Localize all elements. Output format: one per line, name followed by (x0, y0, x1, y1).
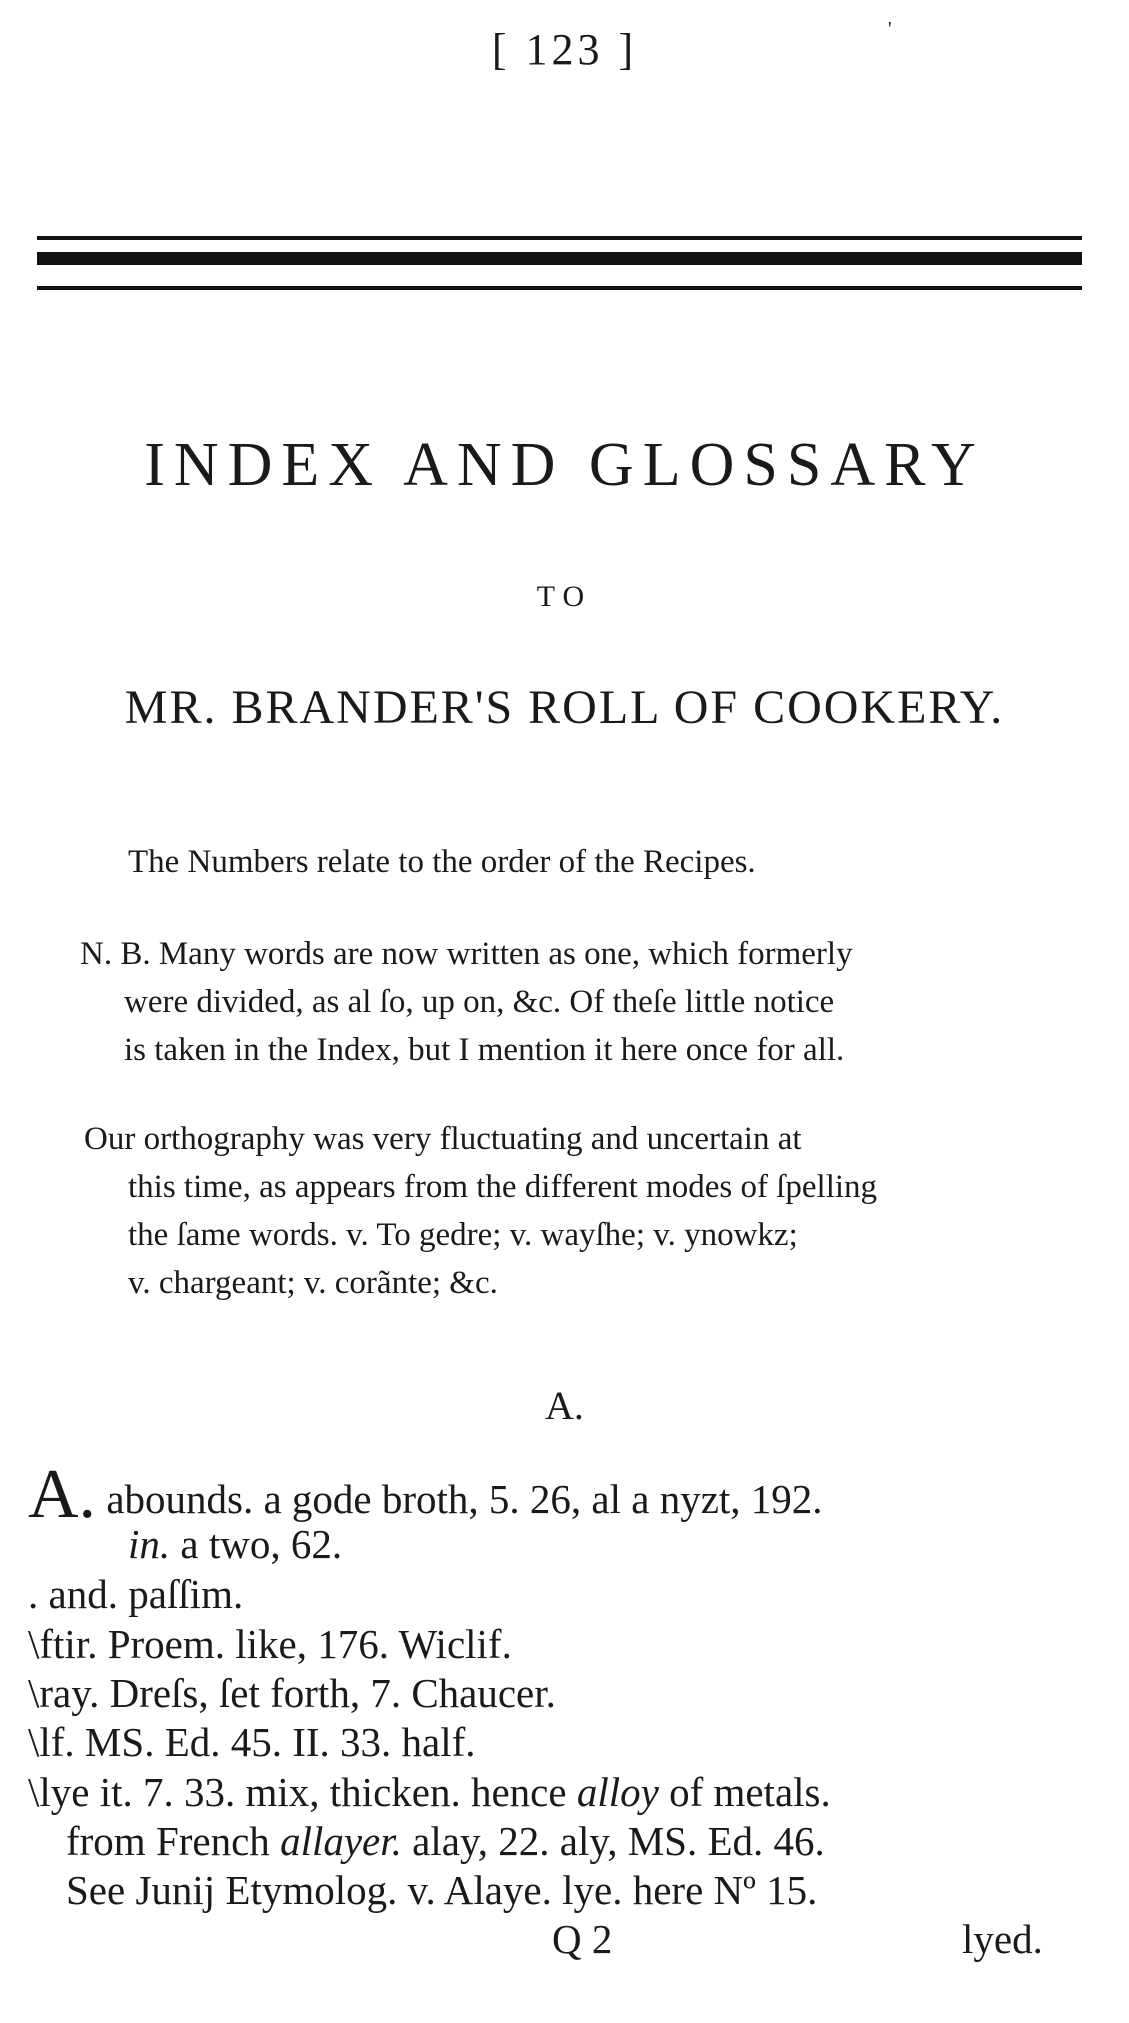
entry-a-text: abounds. a gode broth, 5. 26, al a nyzt, 192. (106, 1476, 823, 1522)
entry-alye2-end: alay, 22. aly, MS. Ed. 46. (401, 1818, 825, 1864)
signature-mark: Q 2 (552, 1916, 613, 1962)
nb-line-1: N. B. Many words are now written as one, which formerly (80, 936, 853, 972)
page-subtitle: MR. BRANDER'S ROLL OF COOKERY. (124, 681, 1005, 734)
entry-initial: A. (28, 1456, 97, 1533)
entry-alye-text: \lye it. 7. 33. mix, thicken. hence (28, 1769, 577, 1815)
orthography-line-4: v. chargeant; v. corãnte; &c. (128, 1265, 498, 1301)
index-entry-alye-ref: See Junij Etymolog. v. Alaye. lye. here Nº 15. (66, 1867, 818, 1913)
orthography-paragraph (84, 1115, 877, 1307)
nb-paragraph (80, 930, 853, 1074)
index-entry-alf: \lf. MS. Ed. 45. II. 33. half. (28, 1719, 476, 1765)
entry-alye2-text: from French (66, 1818, 281, 1864)
index-entry-aftir: \ftir. Proem. like, 176. Wiclif. (28, 1621, 512, 1667)
rule-top (37, 236, 1082, 240)
entry-in-text: a two, 62. (180, 1521, 343, 1567)
index-entry-in (128, 1520, 342, 1569)
page-number: [ 123 ] (491, 25, 638, 74)
index-entry-aray: \ray. Dreſs, ſet forth, 7. Chaucer. (28, 1670, 556, 1716)
rule-thick (37, 252, 1082, 265)
entry-alye-italic: alloy (576, 1769, 659, 1815)
orthography-line-1: Our orthography was very fluctuating and uncertain at (84, 1121, 802, 1157)
index-entry-alye (28, 1768, 831, 1817)
nb-line-2: were divided, as al ſo, up on, &c. Of theſe little notice (124, 984, 835, 1020)
index-entry-and: . and. paſſim. (28, 1571, 244, 1617)
page-title: INDEX AND GLOSSARY (144, 431, 985, 499)
entry-alye2-italic: allayer. (280, 1818, 402, 1864)
numbers-note: The Numbers relate to the order of the Recipes. (128, 844, 756, 880)
index-entry-a (28, 1456, 823, 1533)
stray-mark: ' (888, 18, 892, 40)
orthography-line-3: the ſame words. v. To gedre; v. wayſhe; v. ynowkz; (128, 1217, 798, 1253)
title-connector: TO (536, 580, 593, 613)
entry-alye-end: of metals. (658, 1769, 831, 1815)
catchword: lyed. (962, 1916, 1043, 1962)
section-letter: A. (545, 1383, 584, 1428)
rule-bottom (37, 286, 1082, 290)
index-entry-alye-cont (66, 1817, 825, 1866)
entry-in-italic: in. (128, 1521, 171, 1567)
orthography-line-2: this time, as appears from the different modes of ſpelling (128, 1169, 878, 1205)
nb-line-3: is taken in the Index, but I mention it here once for all. (124, 1032, 845, 1068)
